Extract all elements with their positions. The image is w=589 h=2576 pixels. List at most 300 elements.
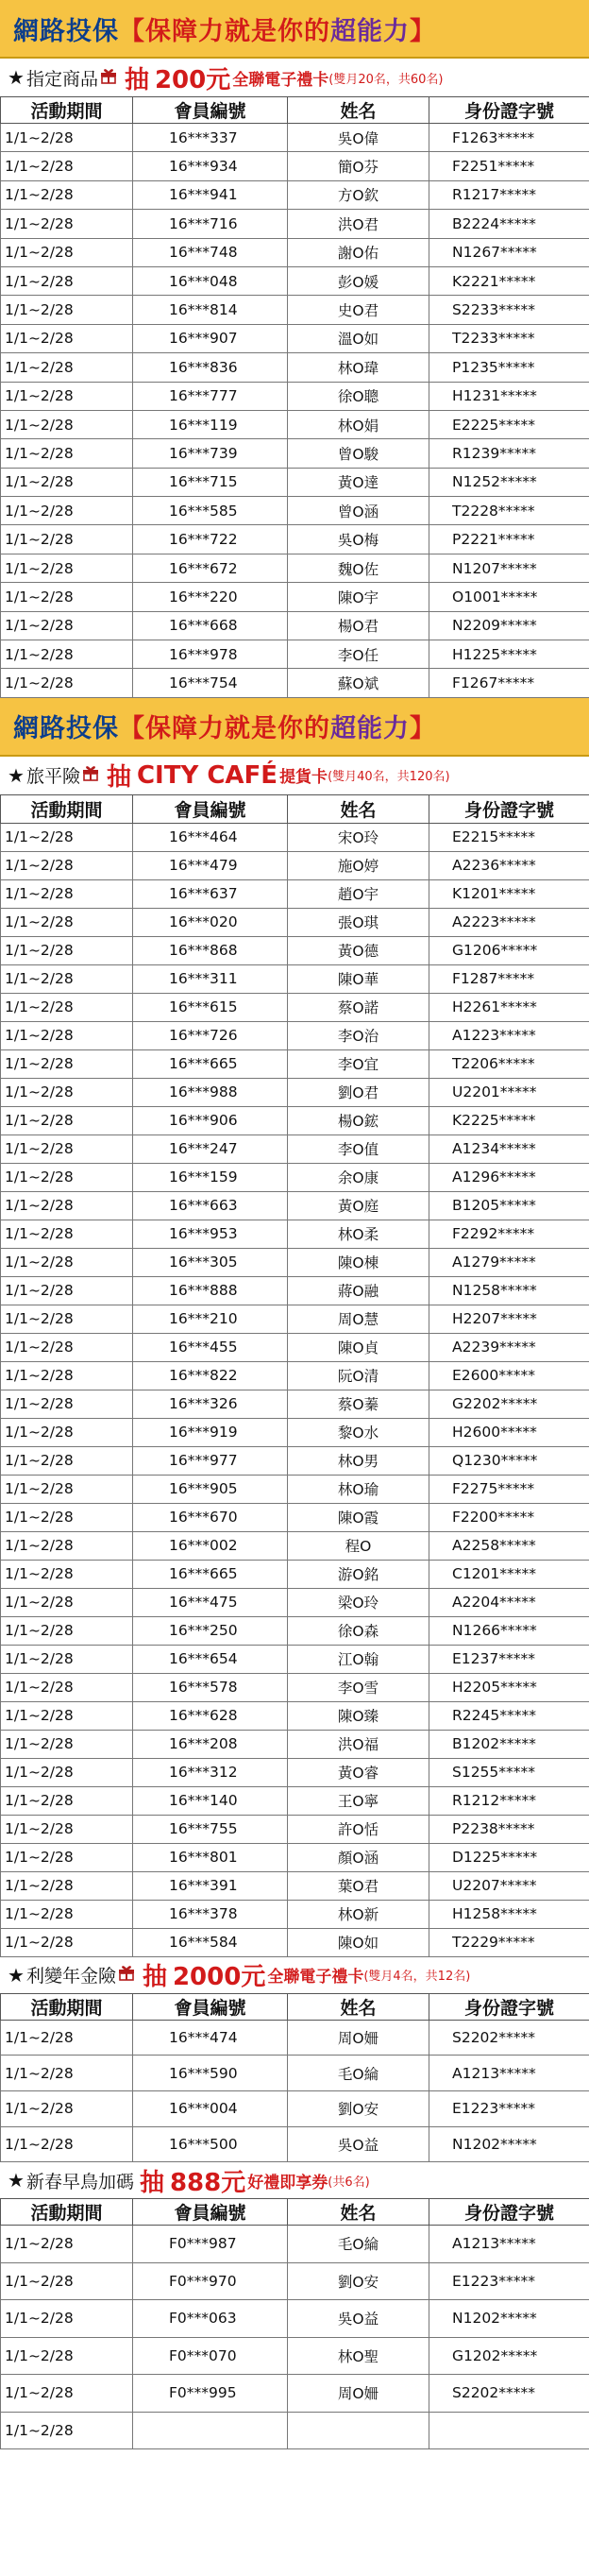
cell-id-number: T2229***** xyxy=(429,1928,589,1956)
cell-id-number: R1239***** xyxy=(429,439,589,468)
cell-id-number: F2275***** xyxy=(429,1475,589,1503)
cell-id-number: R1217***** xyxy=(429,180,589,209)
cell-member-id: 16***326 xyxy=(133,1390,288,1418)
cell-id-number: K1201***** xyxy=(429,879,589,908)
cell-name: 陳O臻 xyxy=(288,1701,429,1730)
table-row xyxy=(1,2020,589,2056)
cell-period: 1/1~2/28 xyxy=(1,2262,133,2300)
table-header-row xyxy=(1,1993,589,2020)
cell-member-id: 16***119 xyxy=(133,410,288,438)
cell-period: 1/1~2/28 xyxy=(1,669,133,697)
table-row xyxy=(1,669,589,697)
cell-name: 吳O偉 xyxy=(288,124,429,152)
cell-member-id: 16***391 xyxy=(133,1871,288,1900)
cell-period: 1/1~2/28 xyxy=(1,1701,133,1730)
table-row xyxy=(1,1730,589,1758)
cell-name: 宋O玲 xyxy=(288,823,429,851)
cell-member-id: 16***311 xyxy=(133,964,288,993)
cell-id-number: A2258***** xyxy=(429,1531,589,1560)
cell-name: 陳O霞 xyxy=(288,1503,429,1531)
cell-member-id: 16***475 xyxy=(133,1588,288,1616)
cell-member-id: 16***801 xyxy=(133,1843,288,1871)
cell-member-id: 16***953 xyxy=(133,1220,288,1248)
cell-name: 劉O君 xyxy=(288,1078,429,1106)
cell-name: 李O宜 xyxy=(288,1049,429,1078)
cell-name: 黃O睿 xyxy=(288,1758,429,1786)
cell-id-number: A2204***** xyxy=(429,1588,589,1616)
cell-member-id: 16***210 xyxy=(133,1305,288,1333)
cell-member-id: F0***063 xyxy=(133,2300,288,2338)
cell-id-number: E2225***** xyxy=(429,410,589,438)
banner-text-online: 網路投保 xyxy=(13,16,119,46)
banner-text-superpower: 超能力 xyxy=(330,714,410,744)
cell-id-number: R2245***** xyxy=(429,1701,589,1730)
cell-period: 1/1~2/28 xyxy=(1,1021,133,1049)
cell-member-id: 16***726 xyxy=(133,1021,288,1049)
cell-period: 1/1~2/28 xyxy=(1,1049,133,1078)
table-row xyxy=(1,1361,589,1390)
cell-id-number: S2233***** xyxy=(429,296,589,324)
cell-period: 1/1~2/28 xyxy=(1,1390,133,1418)
cell-id-number: B2224***** xyxy=(429,210,589,238)
table-row xyxy=(1,936,589,964)
cell-name: 周O姍 xyxy=(288,2020,429,2056)
cell-member-id: 16***628 xyxy=(133,1701,288,1730)
cell-member-id: 16***159 xyxy=(133,1163,288,1191)
cell-id-number: R1212***** xyxy=(429,1786,589,1815)
cell-period: 1/1~2/28 xyxy=(1,152,133,180)
header-id-number: 身份證字號 xyxy=(429,1993,589,2020)
banner-text-protection: 【保障力就是你的 xyxy=(119,714,330,744)
cell-name: 王O寧 xyxy=(288,1786,429,1815)
cell-id-number: F2292***** xyxy=(429,1220,589,1248)
cell-member-id: 16***978 xyxy=(133,640,288,669)
cell-period: 1/1~2/28 xyxy=(1,1786,133,1815)
cell-period: 1/1~2/28 xyxy=(1,1616,133,1645)
draw-label: 抽 xyxy=(139,2168,164,2197)
table-row xyxy=(1,851,589,879)
cell-period: 1/1~2/28 xyxy=(1,640,133,669)
cell-id-number: A1296***** xyxy=(429,1163,589,1191)
cell-period: 1/1~2/28 xyxy=(1,993,133,1021)
cell-period: 1/1~2/28 xyxy=(1,554,133,582)
cell-id-number: H2207***** xyxy=(429,1305,589,1333)
table-row xyxy=(1,410,589,438)
cell-member-id: 16***868 xyxy=(133,936,288,964)
section-banner xyxy=(0,0,589,59)
cell-period: 1/1~2/28 xyxy=(1,1531,133,1560)
cell-period: 1/1~2/28 xyxy=(1,1333,133,1361)
cell-period: 1/1~2/28 xyxy=(1,611,133,640)
cell-member-id: 16***474 xyxy=(133,2020,288,2056)
cell-name: 林O聖 xyxy=(288,2337,429,2375)
cell-name: 陳O貞 xyxy=(288,1333,429,1361)
cell-member-id: 16***672 xyxy=(133,554,288,582)
cell-period: 1/1~2/28 xyxy=(1,583,133,611)
cell-member-id: 16***722 xyxy=(133,525,288,554)
cell-member-id: 16***578 xyxy=(133,1673,288,1701)
table-row xyxy=(1,1588,589,1616)
cell-name: 李O任 xyxy=(288,640,429,669)
cell-period: 1/1~2/28 xyxy=(1,1758,133,1786)
cell-period: 1/1~2/28 xyxy=(1,2337,133,2375)
cell-member-id: 16***777 xyxy=(133,382,288,410)
cell-member-id: 16***905 xyxy=(133,1475,288,1503)
cell-period: 1/1~2/28 xyxy=(1,1560,133,1588)
cell-id-number: B1202***** xyxy=(429,1730,589,1758)
cell-name: 蔡O蓁 xyxy=(288,1390,429,1418)
cell-name: 林O瑜 xyxy=(288,1475,429,1503)
table-row xyxy=(1,1049,589,1078)
table-row xyxy=(1,2412,589,2449)
cell-member-id: 16***020 xyxy=(133,908,288,936)
cell-id-number: U2201***** xyxy=(429,1078,589,1106)
cell-period: 1/1~2/28 xyxy=(1,2056,133,2091)
cell-id-number: G2202***** xyxy=(429,1390,589,1418)
cell-period: 1/1~2/28 xyxy=(1,2300,133,2338)
cell-id-number: A1213***** xyxy=(429,2056,589,2091)
cell-member-id: 16***977 xyxy=(133,1446,288,1475)
header-id-number: 身份證字號 xyxy=(429,97,589,124)
cell-name: 史O君 xyxy=(288,296,429,324)
cell-period: 1/1~2/28 xyxy=(1,1446,133,1475)
table-row xyxy=(1,908,589,936)
banner-text-close: 】 xyxy=(410,714,436,744)
cell-name: 陳O棟 xyxy=(288,1248,429,1276)
cell-period: 1/1~2/28 xyxy=(1,1475,133,1503)
cell-period: 1/1~2/28 xyxy=(1,410,133,438)
cell-name: 蔣O融 xyxy=(288,1276,429,1305)
header-period: 活動期間 xyxy=(1,1993,133,2020)
cell-id-number: E1223***** xyxy=(429,2091,589,2127)
cell-name: 陳O華 xyxy=(288,964,429,993)
table-row xyxy=(1,2226,589,2263)
cell-name: 黎O水 xyxy=(288,1418,429,1446)
cell-name: 黃O達 xyxy=(288,468,429,496)
gift-icon xyxy=(82,764,99,786)
cell-name: 蔡O諾 xyxy=(288,993,429,1021)
table-row xyxy=(1,1191,589,1220)
cell-name: 許O恬 xyxy=(288,1815,429,1843)
cell-id-number: H2261***** xyxy=(429,993,589,1021)
cell-name: 林O男 xyxy=(288,1446,429,1475)
table-row xyxy=(1,324,589,352)
draw-label: 抽 xyxy=(124,65,149,94)
cell-id-number: E1223***** xyxy=(429,2262,589,2300)
cell-name: 徐O聰 xyxy=(288,382,429,410)
cell-member-id: 16***888 xyxy=(133,1276,288,1305)
table-row xyxy=(1,1928,589,1956)
cell-member-id: 16***907 xyxy=(133,324,288,352)
cell-name: 溫O如 xyxy=(288,324,429,352)
cell-member-id: 16***836 xyxy=(133,353,288,382)
cell-member-id: F0***995 xyxy=(133,2375,288,2413)
cell-period: 1/1~2/28 xyxy=(1,1220,133,1248)
cell-id-number: A1234***** xyxy=(429,1134,589,1163)
cell-name: 梁O玲 xyxy=(288,1588,429,1616)
cell-member-id: 16***716 xyxy=(133,210,288,238)
header-period: 活動期間 xyxy=(1,794,133,823)
banner-text-close: 】 xyxy=(410,16,436,46)
draw-label: 抽 xyxy=(106,763,131,793)
table-header-row xyxy=(1,97,589,124)
table-row xyxy=(1,2262,589,2300)
cell-member-id: 16***250 xyxy=(133,1616,288,1645)
cell-member-id: 16***312 xyxy=(133,1758,288,1786)
cell-name: 周O慧 xyxy=(288,1305,429,1333)
cell-period: 1/1~2/28 xyxy=(1,1843,133,1871)
cell-name: 洪O君 xyxy=(288,210,429,238)
cell-member-id: 16***739 xyxy=(133,439,288,468)
cell-id-number: H2600***** xyxy=(429,1418,589,1446)
cell-period: 1/1~2/28 xyxy=(1,1191,133,1220)
cell-member-id: 16***004 xyxy=(133,2091,288,2127)
cell-member-id: 16***919 xyxy=(133,1418,288,1446)
header-name: 姓名 xyxy=(288,97,429,124)
cell-name: 趙O宇 xyxy=(288,879,429,908)
cell-period: 1/1~2/28 xyxy=(1,497,133,525)
cell-name: 阮O清 xyxy=(288,1361,429,1390)
prize-subheading xyxy=(0,757,589,794)
cell-name: 江O翰 xyxy=(288,1645,429,1673)
table-row xyxy=(1,1418,589,1446)
table-row xyxy=(1,1673,589,1701)
cell-name: 蘇O斌 xyxy=(288,669,429,697)
table-row xyxy=(1,1106,589,1134)
cell-name: 余O康 xyxy=(288,1163,429,1191)
prize-name: 好禮即享券 xyxy=(247,2173,328,2192)
header-period: 活動期間 xyxy=(1,2199,133,2226)
table-header-row xyxy=(1,794,589,823)
cell-member-id: 16***305 xyxy=(133,1248,288,1276)
table-row xyxy=(1,1163,589,1191)
cell-name: 吳O益 xyxy=(288,2126,429,2162)
table-row xyxy=(1,964,589,993)
cell-period: 1/1~2/28 xyxy=(1,296,133,324)
cell-period: 1/1~2/28 xyxy=(1,1645,133,1673)
cell-name: 洪O福 xyxy=(288,1730,429,1758)
product-category: 利變年金險 xyxy=(25,1966,116,1987)
cell-member-id: 16***637 xyxy=(133,879,288,908)
cell-name: 曾O涵 xyxy=(288,497,429,525)
header-member-id: 會員編號 xyxy=(133,97,288,124)
table-row xyxy=(1,1503,589,1531)
cell-period: 1/1~2/28 xyxy=(1,908,133,936)
prize-subheading xyxy=(0,59,589,96)
cell-member-id: 16***220 xyxy=(133,583,288,611)
prize-name: 全聯電子禮卡 xyxy=(267,1968,364,1987)
star-icon: ★ xyxy=(8,763,25,787)
banner-text-online: 網路投保 xyxy=(13,714,119,744)
table-row xyxy=(1,1248,589,1276)
table-row xyxy=(1,180,589,209)
cell-period: 1/1~2/28 xyxy=(1,525,133,554)
table-row xyxy=(1,124,589,152)
cell-period: 1/1~2/28 xyxy=(1,2126,133,2162)
table-row xyxy=(1,525,589,554)
cell-name: 陳O如 xyxy=(288,1928,429,1956)
cell-member-id: 16***748 xyxy=(133,238,288,266)
cell-name: 李O值 xyxy=(288,1134,429,1163)
table-row xyxy=(1,1701,589,1730)
cell-member-id: 16***988 xyxy=(133,1078,288,1106)
table-row xyxy=(1,1446,589,1475)
table-row xyxy=(1,2126,589,2162)
cell-id-number: N2209***** xyxy=(429,611,589,640)
cell-name: 徐O森 xyxy=(288,1616,429,1645)
cell-id-number: F2200***** xyxy=(429,1503,589,1531)
cell-id-number: N1267***** xyxy=(429,238,589,266)
cell-period: 1/1~2/28 xyxy=(1,2375,133,2413)
cell-name: 簡O芬 xyxy=(288,152,429,180)
table-row xyxy=(1,640,589,669)
table-row xyxy=(1,1220,589,1248)
cell-id-number: F1287***** xyxy=(429,964,589,993)
cell-period: 1/1~2/28 xyxy=(1,964,133,993)
cell-id-number: U2207***** xyxy=(429,1871,589,1900)
cell-name: 楊O君 xyxy=(288,611,429,640)
cell-id-number: F1267***** xyxy=(429,669,589,697)
header-name: 姓名 xyxy=(288,794,429,823)
table-row xyxy=(1,1390,589,1418)
cell-name: 曾O駿 xyxy=(288,439,429,468)
header-id-number: 身份證字號 xyxy=(429,2199,589,2226)
table-row xyxy=(1,1305,589,1333)
cell-id-number: A2236***** xyxy=(429,851,589,879)
cell-member-id: 16***500 xyxy=(133,2126,288,2162)
table-row xyxy=(1,1900,589,1928)
cell-period: 1/1~2/28 xyxy=(1,210,133,238)
cell-id-number: A1213***** xyxy=(429,2226,589,2263)
cell-name xyxy=(288,2412,429,2449)
cell-period: 1/1~2/28 xyxy=(1,2091,133,2127)
cell-period: 1/1~2/28 xyxy=(1,266,133,295)
cell-period: 1/1~2/28 xyxy=(1,1078,133,1106)
cell-member-id: 16***934 xyxy=(133,152,288,180)
cell-id-number: K2221***** xyxy=(429,266,589,295)
product-category: 旅平險 xyxy=(25,766,80,788)
cell-period: 1/1~2/28 xyxy=(1,936,133,964)
table-row xyxy=(1,1815,589,1843)
cell-id-number: E2600***** xyxy=(429,1361,589,1390)
cell-id-number: N1258***** xyxy=(429,1276,589,1305)
prize-quota-note: (雙月4名，共12名) xyxy=(363,1970,471,1985)
cell-id-number: A1223***** xyxy=(429,1021,589,1049)
prize-subheading xyxy=(0,1957,589,1993)
table-row xyxy=(1,210,589,238)
cell-name: 劉O安 xyxy=(288,2262,429,2300)
cell-member-id: 16***247 xyxy=(133,1134,288,1163)
cell-id-number: E2215***** xyxy=(429,823,589,851)
table-row xyxy=(1,1871,589,1900)
cell-id-number: C1201***** xyxy=(429,1560,589,1588)
table-row xyxy=(1,879,589,908)
table-row xyxy=(1,266,589,295)
cell-name: 黃O德 xyxy=(288,936,429,964)
cell-period: 1/1~2/28 xyxy=(1,1305,133,1333)
cell-name: 程O xyxy=(288,1531,429,1560)
cell-name: 毛O綸 xyxy=(288,2226,429,2263)
header-member-id: 會員編號 xyxy=(133,1993,288,2020)
cell-id-number: A2239***** xyxy=(429,1333,589,1361)
table-row xyxy=(1,353,589,382)
cell-member-id: 16***337 xyxy=(133,124,288,152)
cell-id-number: F1263***** xyxy=(429,124,589,152)
table-row xyxy=(1,1758,589,1786)
cell-name: 楊O鋐 xyxy=(288,1106,429,1134)
cell-period: 1/1~2/28 xyxy=(1,879,133,908)
cell-id-number: G1202***** xyxy=(429,2337,589,2375)
cell-name: 葉O君 xyxy=(288,1871,429,1900)
cell-member-id: 16***663 xyxy=(133,1191,288,1220)
table-row xyxy=(1,497,589,525)
table-row xyxy=(1,1333,589,1361)
cell-id-number: S2202***** xyxy=(429,2020,589,2056)
table-row xyxy=(1,611,589,640)
cell-name: 林O娟 xyxy=(288,410,429,438)
cell-id-number: N1266***** xyxy=(429,1616,589,1645)
cell-name: 游O銘 xyxy=(288,1560,429,1588)
cell-member-id: F0***070 xyxy=(133,2337,288,2375)
cell-member-id: 16***755 xyxy=(133,1815,288,1843)
cell-member-id: 16***822 xyxy=(133,1361,288,1390)
header-member-id: 會員編號 xyxy=(133,794,288,823)
cell-period: 1/1~2/28 xyxy=(1,353,133,382)
cell-member-id: 16***668 xyxy=(133,611,288,640)
cell-name: 施O婷 xyxy=(288,851,429,879)
cell-period: 1/1~2/28 xyxy=(1,382,133,410)
star-icon: ★ xyxy=(8,66,25,89)
cell-id-number: H2205***** xyxy=(429,1673,589,1701)
prize-quota-note: (共6名) xyxy=(328,2175,370,2190)
cell-member-id: 16***585 xyxy=(133,497,288,525)
prize-name: 提貨卡 xyxy=(279,768,328,788)
table-row xyxy=(1,152,589,180)
cell-period: 1/1~2/28 xyxy=(1,1248,133,1276)
cell-name: 周O姍 xyxy=(288,2375,429,2413)
cell-name: 陳O宇 xyxy=(288,583,429,611)
section-banner xyxy=(0,698,589,757)
cell-id-number: N1202***** xyxy=(429,2126,589,2162)
table-row xyxy=(1,238,589,266)
cell-id-number: T2206***** xyxy=(429,1049,589,1078)
cell-id-number: A1279***** xyxy=(429,1248,589,1276)
cell-period: 1/1~2/28 xyxy=(1,1730,133,1758)
table-row xyxy=(1,1078,589,1106)
cell-period: 1/1~2/28 xyxy=(1,1106,133,1134)
cell-period: 1/1~2/28 xyxy=(1,124,133,152)
cell-id-number: S2202***** xyxy=(429,2375,589,2413)
cell-id-number: B1205***** xyxy=(429,1191,589,1220)
cell-name: 林O柔 xyxy=(288,1220,429,1248)
cell-period: 1/1~2/28 xyxy=(1,823,133,851)
cell-id-number: P2221***** xyxy=(429,525,589,554)
cell-id-number: N1202***** xyxy=(429,2300,589,2338)
cell-name: 毛O綸 xyxy=(288,2056,429,2091)
cell-member-id xyxy=(133,2412,288,2449)
cell-id-number: G1206***** xyxy=(429,936,589,964)
cell-period: 1/1~2/28 xyxy=(1,1815,133,1843)
winners-table xyxy=(0,794,589,1957)
cell-member-id: 16***665 xyxy=(133,1560,288,1588)
table-row xyxy=(1,2091,589,2127)
cell-member-id: F0***987 xyxy=(133,2226,288,2263)
cell-period: 1/1~2/28 xyxy=(1,439,133,468)
prize-amount: 200元 xyxy=(154,65,231,94)
cell-period: 1/1~2/28 xyxy=(1,1418,133,1446)
cell-name: 彭O媛 xyxy=(288,266,429,295)
cell-name: 黃O庭 xyxy=(288,1191,429,1220)
